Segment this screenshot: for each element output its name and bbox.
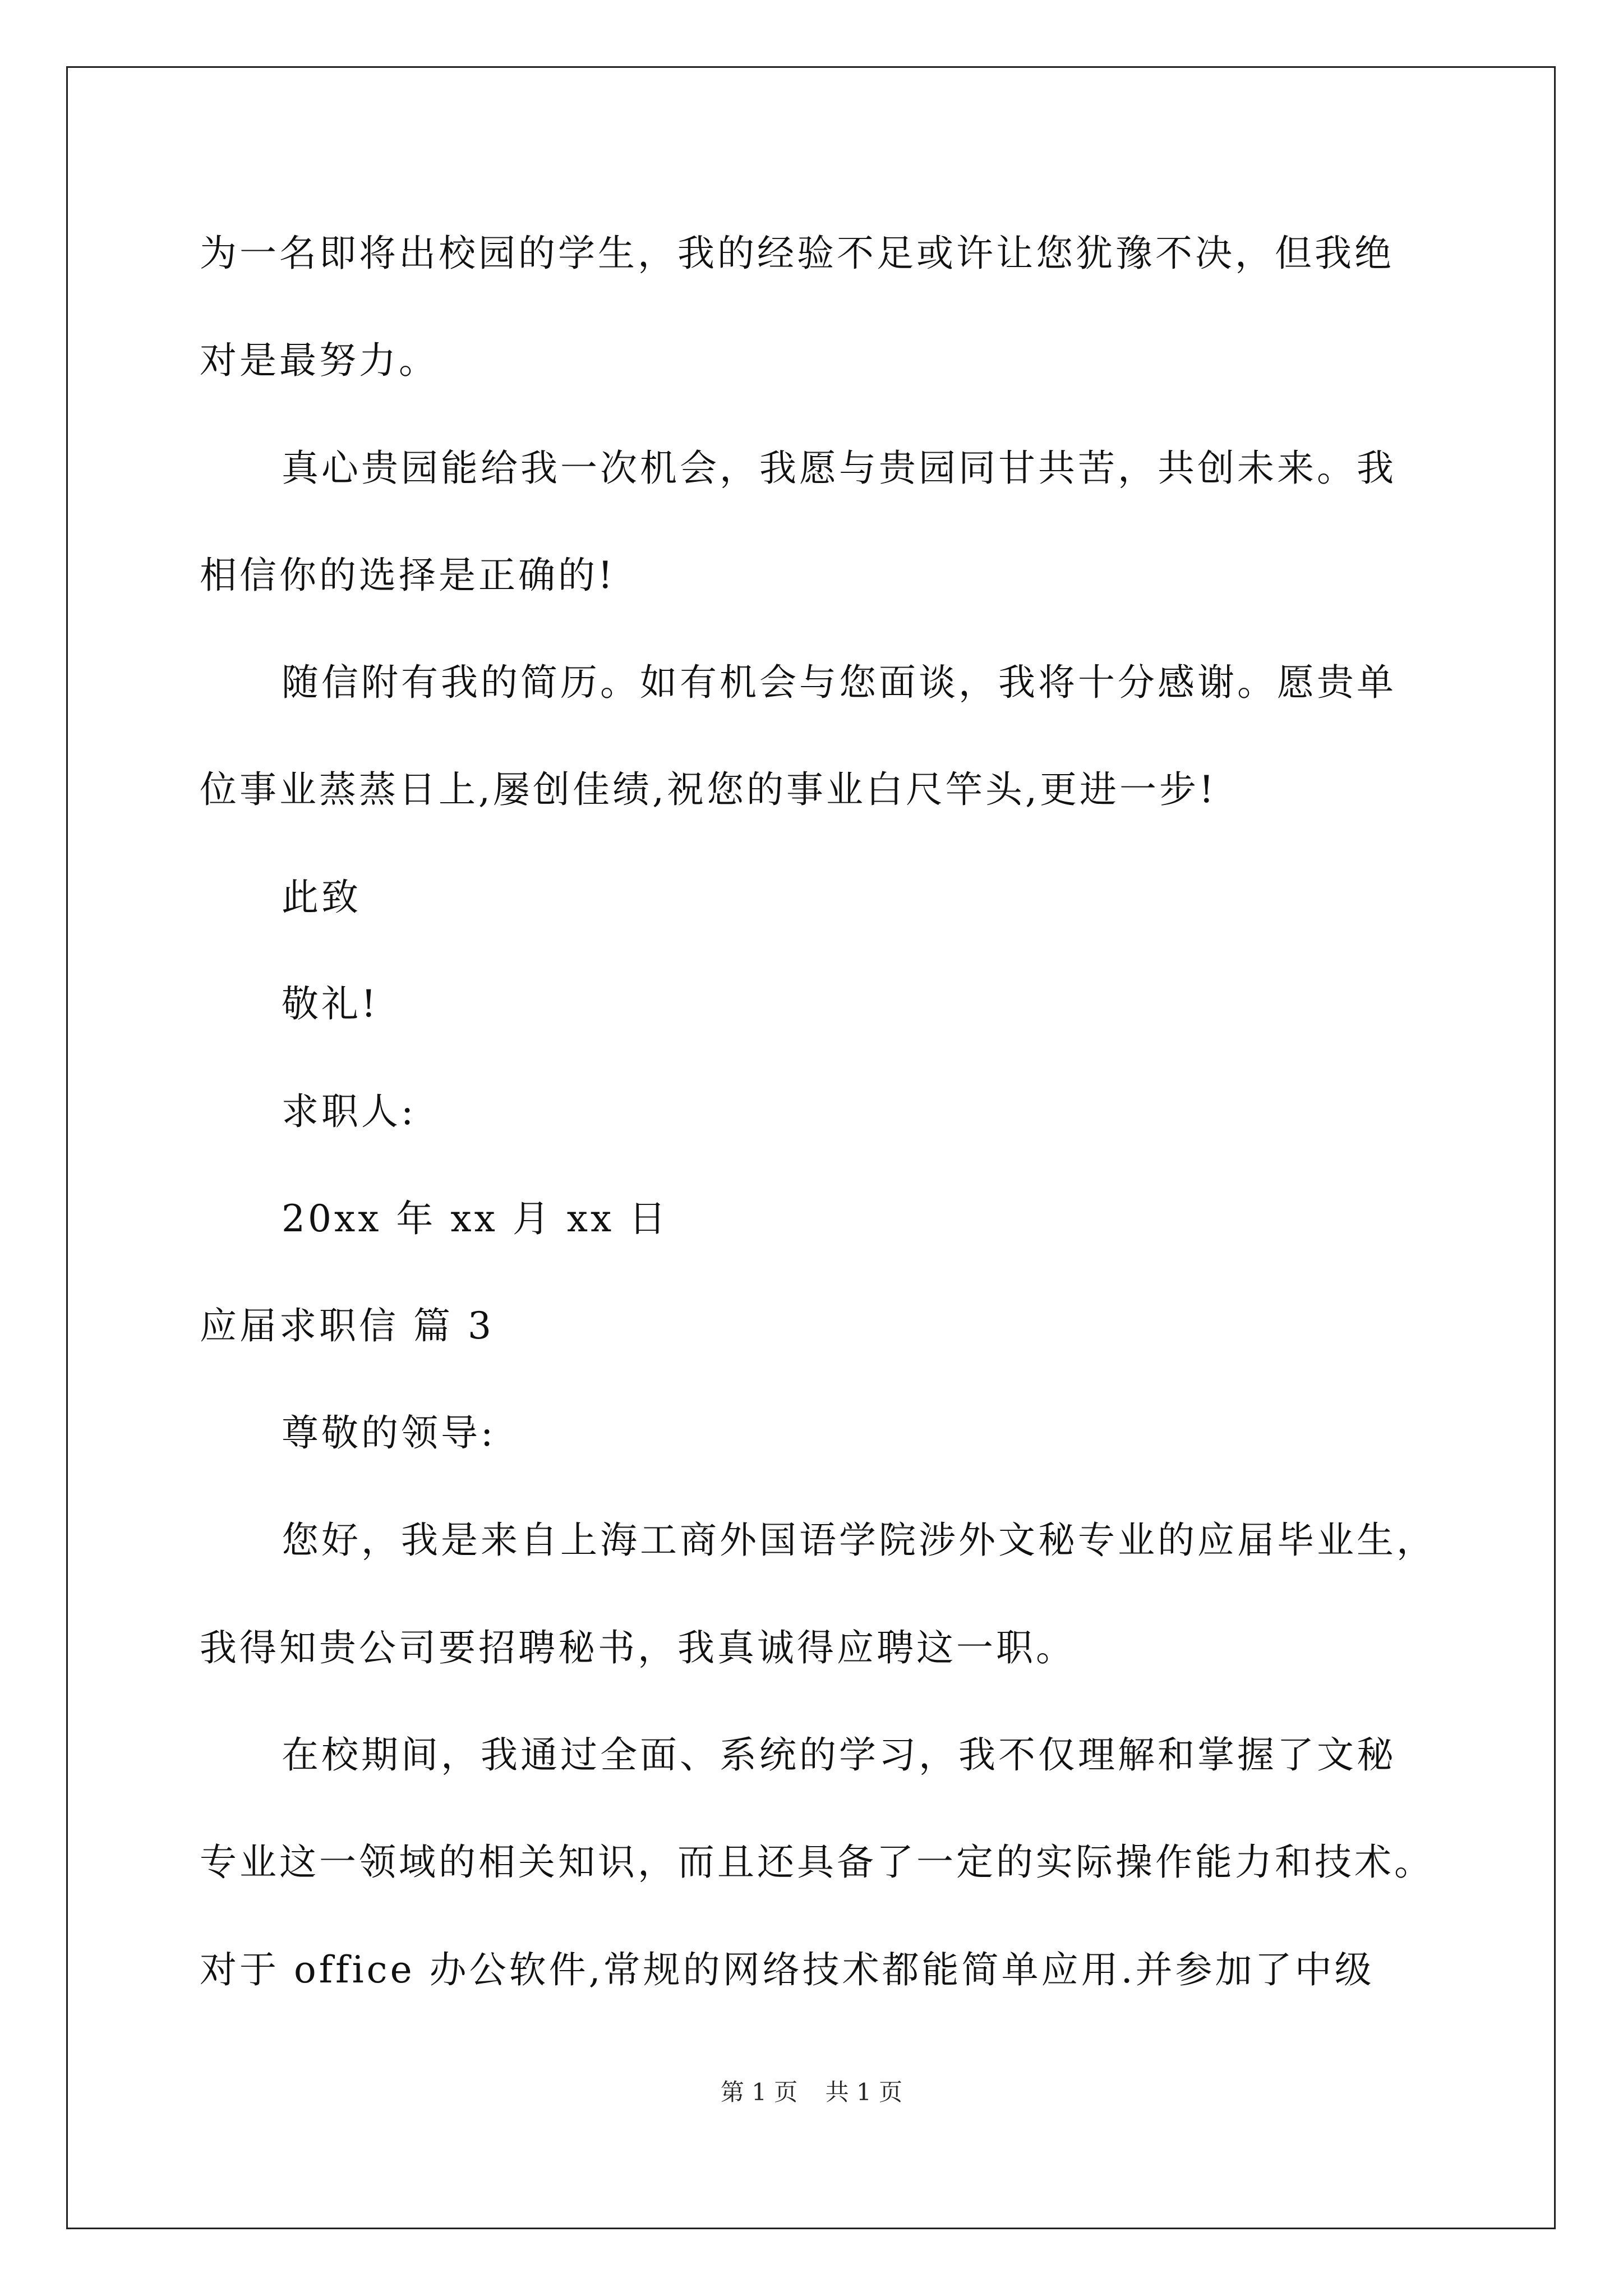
- greeting: 尊敬的领导:: [282, 1411, 496, 1455]
- body-text-line: 为一名即将出校园的学生，我的经验不足或许让您犹豫不决，但我绝: [200, 232, 1394, 275]
- closing-regards: 敬礼!: [282, 982, 379, 1025]
- date-line: 20xx 年 xx 月 xx 日: [282, 1197, 669, 1240]
- body-text-line: 专业这一领域的相关知识，而且还具备了一定的实际操作能力和技术。: [200, 1841, 1434, 1884]
- page-footer: [0, 2078, 1623, 2106]
- body-text-line: 随信附有我的简历。如有机会与您面谈，我将十分感谢。愿贵单: [282, 661, 1396, 704]
- page-border: [66, 66, 1556, 2229]
- body-text-line: 对是最努力。: [200, 339, 439, 382]
- closing-salutation: 此致: [282, 876, 361, 919]
- body-text-line: 在校期间，我通过全面、系统的学习，我不仅理解和掌握了文秘: [282, 1733, 1396, 1777]
- body-text-line: 对于 office 办公软件,常规的网络技术都能简单应用.并参加了中级: [200, 1948, 1375, 1991]
- body-text-line: 我得知贵公司要招聘秘书，我真诚得应聘这一职。: [200, 1626, 1076, 1669]
- body-text-line: 位事业蒸蒸日上,屡创佳绩,祝您的事业白尺竿头,更进一步!: [200, 768, 1217, 811]
- body-text-line: 相信你的选择是正确的!: [200, 554, 616, 597]
- body-text-line: 您好，我是来自上海工商外国语学院涉外文秘专业的应届毕业生，: [282, 1519, 1436, 1562]
- section-heading: 应届求职信 篇 3: [200, 1304, 494, 1347]
- total-pages: 共 1 页: [825, 2078, 903, 2106]
- page-number: 第 1 页: [720, 2078, 798, 2106]
- signature-label: 求职人:: [282, 1090, 417, 1133]
- body-text-line: 真心贵园能给我一次机会，我愿与贵园同甘共苦，共创未来。我: [282, 447, 1396, 490]
